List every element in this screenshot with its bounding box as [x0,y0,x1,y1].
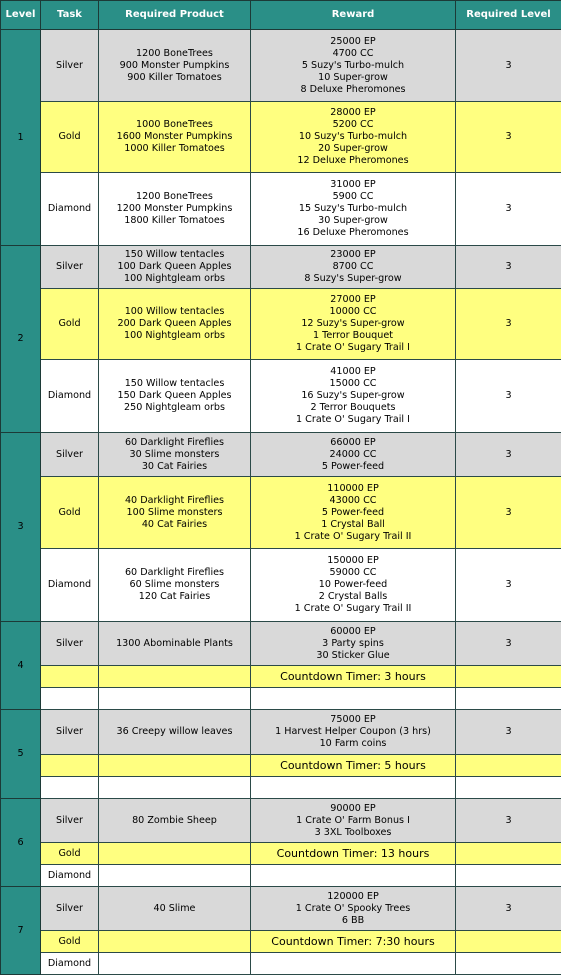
product-cell-line: 40 Cat Fairies [141,518,208,530]
product-cell-line: 100 Nightgleam orbs [124,273,225,284]
reward-cell-line: 31000 EP [330,179,376,190]
reward-cell-line: 1 Crystal Ball [321,518,385,530]
reward-cell-line: 8 Suzy's Super-grow [304,273,402,284]
table-row [1,289,561,360]
required-level-cell: 3 [456,246,561,289]
countdown-timer: Countdown Timer: 7:30 hours [251,931,456,953]
reward-cell-line: 41000 EP [330,366,376,377]
reward-cell-line: 1 Crate O' Sugary Trail II [294,530,412,542]
reward-cell-line: 6 BB [341,914,365,926]
table-row [1,102,561,173]
timer-row [1,843,561,865]
required-level-cell [456,931,561,953]
required-level-cell [456,688,561,710]
reward-cell-line: 5 Power-feed [321,460,385,472]
product-cell-line: 100 Slime monsters [126,506,223,518]
table-row [1,622,561,666]
header-level: Level [1,1,41,30]
required-level-cell: 3 [456,622,561,666]
reward-cell-line: 30 Super-grow [318,215,388,226]
reward-cell-line: 3 3XL Toolboxes [314,826,392,838]
header-required-level: Required Level [456,1,561,30]
reward-cell-line: 25000 EP [330,35,376,47]
reward-cell [251,887,456,931]
reward-cell [251,246,456,289]
product-cell-line: 900 Monster Pumpkins [119,59,230,71]
table-row [1,433,561,477]
product-cell-line: 250 Nightgleam orbs [124,402,225,413]
table-row [1,887,561,931]
header-task: Task [41,1,99,30]
table-row [1,777,561,799]
reward-cell-line: 2 Terror Bouquets [310,402,396,413]
table-body [1,30,561,975]
task-cell: Gold [41,931,99,953]
task-cell: Diamond [41,173,99,246]
reward-cell [251,710,456,755]
task-cell: Silver [41,622,99,666]
reward-cell-line: 30 Sticker Glue [316,649,390,661]
reward-cell-line: 110000 EP [327,482,379,494]
timer-row [1,755,561,777]
product-cell-line: 36 Creepy willow leaves [116,726,233,737]
reward-cell-line: 24000 CC [329,448,377,460]
product-cell [99,931,251,953]
product-cell-line: 40 Slime [153,902,196,914]
table-row [1,360,561,433]
product-cell-line: 100 Dark Queen Apples [117,261,232,272]
level-number: 2 [1,246,41,433]
reward-cell-line: 60000 EP [330,625,376,637]
level-number: 7 [1,887,41,975]
required-level-cell: 3 [456,289,561,360]
table-row [1,246,561,289]
level-number: 4 [1,622,41,710]
reward-cell [251,433,456,477]
reward-cell-line: 10 Power-feed [318,579,388,590]
reward-cell-line: 5 Suzy's Turbo-mulch [301,59,405,71]
table-row [1,477,561,549]
reward-cell-line: 1 Harvest Helper Coupon (3 hrs) [275,726,431,737]
product-cell [99,549,251,622]
reward-cell [251,953,456,975]
reward-cell [251,102,456,173]
header-reward: Reward [251,1,456,30]
reward-cell-line: 10 Suzy's Turbo-mulch [298,131,408,142]
product-cell [99,360,251,433]
required-level-cell [456,755,561,777]
level-number: 3 [1,433,41,622]
required-level-cell: 3 [456,799,561,843]
reward-cell-line: 5200 CC [332,119,374,130]
reward-cell-line: 8 Deluxe Pheromones [300,83,406,95]
required-level-cell [456,777,561,799]
table-row [1,688,561,710]
required-level-cell: 3 [456,433,561,477]
task-cell: Silver [41,433,99,477]
product-cell-line: 30 Slime monsters [129,448,220,460]
reward-cell-line: 1 Crate O' Sugary Trail I [296,342,410,353]
table-row [1,710,561,755]
reward-cell [251,688,456,710]
product-cell-line: 150 Willow tentacles [124,249,225,260]
reward-cell-line: 5900 CC [332,191,374,202]
product-cell [99,666,251,688]
reward-cell-line: 15000 CC [329,378,377,389]
task-cell [41,777,99,799]
table-row [1,30,561,102]
reward-cell [251,799,456,843]
product-cell-line: 100 Nightgleam orbs [124,330,225,341]
product-cell-line: 1600 Monster Pumpkins [116,131,233,142]
reward-cell-line: 1 Crate O' Spooky Trees [295,902,411,914]
reward-cell-line: 8700 CC [332,261,374,272]
reward-cell-line: 20 Super-grow [318,143,388,154]
table-row [1,173,561,246]
task-cell: Silver [41,30,99,102]
product-cell-line: 100 Willow tentacles [124,306,225,317]
product-cell-line: 1800 Killer Tomatoes [124,215,225,226]
reward-cell-line: 2 Crystal Balls [318,591,388,602]
product-cell-line: 150 Dark Queen Apples [117,390,232,401]
required-level-cell [456,953,561,975]
required-level-cell: 3 [456,710,561,755]
reward-cell [251,173,456,246]
product-cell-line: 1000 Killer Tomatoes [124,143,225,154]
product-cell [99,799,251,843]
required-level-cell: 3 [456,30,561,102]
task-cell: Gold [41,477,99,549]
product-cell [99,755,251,777]
product-cell [99,477,251,549]
reward-cell-line: 12 Deluxe Pheromones [297,155,409,166]
task-cell: Silver [41,887,99,931]
timer-row [1,931,561,953]
task-cell: Silver [41,710,99,755]
countdown-timer: Countdown Timer: 3 hours [251,666,456,688]
reward-cell-line: 10000 CC [329,306,377,317]
timer-row [1,666,561,688]
product-cell [99,843,251,865]
reward-cell-line: 120000 EP [327,890,379,902]
product-cell-line: 30 Cat Fairies [141,460,208,472]
header-row [1,1,561,30]
reward-cell-line: 1 Terror Bouquet [312,330,394,341]
reward-cell-line: 1 Crate O' Sugary Trail I [296,414,410,425]
reward-cell-line: 12 Suzy's Super-grow [301,318,405,329]
reward-cell-line: 66000 EP [330,436,376,448]
task-cell: Silver [41,246,99,289]
product-cell [99,289,251,360]
product-cell-line: 120 Cat Fairies [138,591,211,602]
reward-cell [251,477,456,549]
level-number: 6 [1,799,41,887]
task-cell: Diamond [41,953,99,975]
reward-cell-line: 75000 EP [330,714,376,725]
required-level-cell: 3 [456,887,561,931]
countdown-timer: Countdown Timer: 13 hours [251,843,456,865]
table-row [1,865,561,887]
product-cell-line: 60 Darklight Fireflies [124,436,225,448]
reward-cell [251,289,456,360]
header-required-product: Required Product [99,1,251,30]
reward-cell-line: 4700 CC [332,47,374,59]
reward-cell-line: 1 Crate O' Sugary Trail II [294,603,412,614]
product-cell [99,102,251,173]
required-level-cell [456,666,561,688]
required-level-cell: 3 [456,477,561,549]
product-cell [99,30,251,102]
product-cell [99,710,251,755]
product-cell [99,953,251,975]
reward-cell-line: 1 Crate O' Farm Bonus I [296,814,410,826]
task-cell: Diamond [41,360,99,433]
required-level-cell [456,843,561,865]
required-level-cell: 3 [456,173,561,246]
task-cell: Gold [41,289,99,360]
product-cell-line: 60 Slime monsters [129,579,220,590]
product-cell [99,622,251,666]
reward-cell-line: 43000 CC [329,494,377,506]
countdown-timer: Countdown Timer: 5 hours [251,755,456,777]
task-cell [41,755,99,777]
table-row [1,799,561,843]
reward-cell [251,30,456,102]
reward-cell-line: 150000 EP [327,555,379,566]
reward-cell-line: 28000 EP [330,107,376,118]
reward-cell-line: 15 Suzy's Turbo-mulch [298,203,408,214]
product-cell-line: 150 Willow tentacles [124,378,225,389]
level-number: 5 [1,710,41,799]
task-cell: Silver [41,799,99,843]
product-cell-line: 1200 BoneTrees [136,47,213,59]
product-cell-line: 80 Zombie Sheep [132,814,217,826]
product-cell-line: 1300 Abominable Plants [116,637,233,649]
product-cell-line: 40 Darklight Fireflies [124,494,225,506]
reward-cell [251,777,456,799]
reward-cell-line: 59000 CC [329,567,377,578]
reward-cell-line: 23000 EP [330,249,376,260]
reward-cell-line: 10 Super-grow [318,71,388,83]
reward-cell [251,549,456,622]
reward-cell [251,360,456,433]
task-cell: Diamond [41,549,99,622]
required-level-cell: 3 [456,102,561,173]
required-level-cell: 3 [456,360,561,433]
task-cell: Diamond [41,865,99,887]
product-cell [99,865,251,887]
product-cell [99,887,251,931]
task-cell [41,666,99,688]
reward-cell-line: 16 Suzy's Super-grow [301,390,405,401]
product-cell-line: 200 Dark Queen Apples [117,318,232,329]
product-cell [99,246,251,289]
reward-cell-line: 5 Power-feed [321,506,385,518]
task-cell: Gold [41,843,99,865]
product-cell-line: 1200 Monster Pumpkins [116,203,233,214]
reward-cell-line: 27000 EP [330,294,376,305]
reward-cell-line: 3 Party spins [322,637,384,649]
product-cell [99,433,251,477]
product-cell [99,688,251,710]
product-cell [99,777,251,799]
product-cell-line: 1000 BoneTrees [136,119,213,130]
reward-cell-line: 10 Farm coins [319,738,387,749]
product-cell-line: 60 Darklight Fireflies [124,567,225,578]
task-cell: Gold [41,102,99,173]
task-cell [41,688,99,710]
product-cell-line: 1200 BoneTrees [136,191,213,202]
required-level-cell: 3 [456,549,561,622]
reward-cell [251,622,456,666]
reward-cell-line: 90000 EP [330,802,376,814]
reward-cell [251,865,456,887]
product-cell [99,173,251,246]
reward-cell-line: 16 Deluxe Pheromones [297,227,409,238]
required-level-cell [456,865,561,887]
product-cell-line: 900 Killer Tomatoes [127,71,222,83]
level-number: 1 [1,30,41,246]
table-row [1,549,561,622]
table-row [1,953,561,975]
